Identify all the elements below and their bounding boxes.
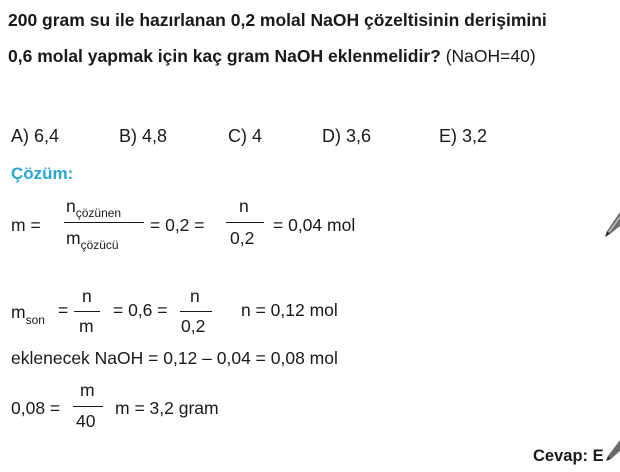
eq1-frac2-den: 0,2	[230, 228, 255, 248]
eq2-m: m	[11, 302, 26, 322]
option-b: B) 4,8	[119, 126, 168, 146]
option-e: E) 3,2	[439, 126, 488, 146]
eq2-m-label	[11, 302, 45, 327]
eq1-fraction-bar-1	[64, 222, 144, 223]
eq1-mid: = 0,2 =	[150, 215, 205, 235]
eq1-den-sub: çözücü	[80, 238, 119, 252]
eq2-result: n = 0,12 mol	[241, 300, 338, 320]
eq2-eq-sign: =	[58, 300, 69, 320]
eq2-frac1-num: n	[82, 286, 92, 306]
eq2-fraction-bar-2	[180, 311, 212, 312]
eq2-mid: = 0,6 =	[113, 300, 168, 320]
question-line-2-bold: 0,6 molal yapmak için kaç gram NaOH eklenmelidir?	[8, 46, 441, 66]
option-d: D) 3,6	[322, 126, 372, 146]
eq1-num	[66, 196, 122, 220]
question-line-2-normal: (NaOH=40)	[440, 46, 536, 66]
eq2-frac2-den: 0,2	[181, 316, 206, 336]
eq4-den: 40	[76, 411, 96, 431]
answer-label: Cevap: E	[533, 447, 604, 465]
eq1-num-sub: çözünen	[75, 206, 122, 220]
eq2-fraction-bar-1	[74, 311, 100, 312]
question-line-2	[8, 46, 536, 67]
eq1-m-label: m =	[11, 215, 41, 235]
eq1-num-n: n	[66, 196, 76, 216]
eq4-num: m	[80, 380, 95, 400]
pencil-icon-answer	[606, 440, 620, 462]
eq2-m-sub: son	[25, 313, 45, 327]
eq1-frac2-num: n	[239, 196, 249, 216]
eq4-result: m = 3,2 gram	[115, 398, 219, 418]
option-c: C) 4	[228, 126, 263, 146]
eq1-den-m: m	[66, 228, 81, 248]
pencil-icon	[604, 212, 620, 238]
eq1-fraction-bar-2	[226, 222, 264, 223]
eq4-left: 0,08 =	[11, 398, 61, 418]
solution-heading: Çözüm:	[11, 164, 74, 183]
option-a: A) 6,4	[11, 126, 60, 146]
eq1-den	[66, 228, 119, 252]
eq4-fraction-bar	[73, 406, 103, 407]
eq1-result: = 0,04 mol	[273, 215, 356, 235]
eq2-frac1-den: m	[79, 316, 94, 336]
question-line-1: 200 gram su ile hazırlanan 0,2 molal NaOH çözeltisinin derişimini	[8, 10, 547, 30]
eq3-text: eklenecek NaOH = 0,12 – 0,04 = 0,08 mol	[11, 348, 338, 368]
eq2-frac2-num: n	[190, 286, 200, 306]
